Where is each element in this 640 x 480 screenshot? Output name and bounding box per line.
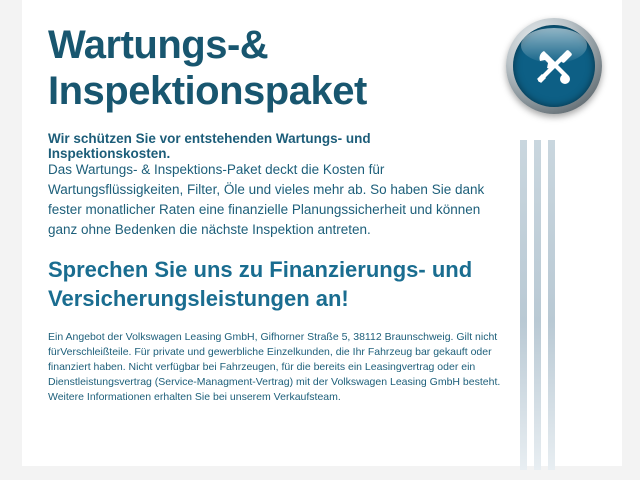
body-paragraph: Das Wartungs- & Inspektions-Paket deckt die Kosten für Wartungsflüssigkeiten, Filter, Öle und vieles mehr ab. So haben Sie dank fester monatlicher Raten eine finanzielle Planungssicherheit und können ganz ohne Bedenken die nächste Inspektion antreten. — [48, 162, 485, 237]
call-to-action-heading — [48, 255, 508, 313]
page-title — [48, 22, 468, 114]
stripe-1 — [520, 140, 527, 470]
call-to-action-line-1: Sprechen Sie uns zu Finanzierungs- und — [48, 257, 473, 282]
page-edge-left — [0, 0, 22, 480]
page-title-line-1: Wartungs-& — [48, 23, 269, 67]
page-edge-right — [622, 0, 640, 480]
stripe-2 — [534, 140, 541, 470]
service-badge — [506, 18, 602, 114]
legal-disclaimer: Ein Angebot der Volkswagen Leasing GmbH, Gifhorner Straße 5, 38112 Braunschweig. Gilt nicht fürVerschleißteile. Für private und gewerbliche Einzelkunden, die Ihr Fahrzeug bar gekauft oder finanziert haben. Nicht verfügbar bei Fahrzeugen, für die bereits ein Leasingvertrag oder ein Dienstleistungsvertrag (Service-Managment-Vertrag) mit der Volkswagen Leasing GmbH besteht. Weitere Informationen erhalten Sie bei unserem Verkaufsteam. — [48, 331, 501, 403]
stripe-3 — [548, 140, 555, 470]
service-badge-inner — [513, 25, 595, 107]
wrench-screwdriver-icon — [526, 38, 582, 94]
decorative-stripes — [520, 140, 580, 470]
call-to-action-line-2: Versicherungsleistungen an! — [48, 286, 349, 311]
page-title-line-2: Inspektionspaket — [48, 69, 367, 113]
lead-paragraph: Wir schützen Sie vor entstehenden Wartungs- und Inspektionskosten. — [48, 131, 371, 161]
